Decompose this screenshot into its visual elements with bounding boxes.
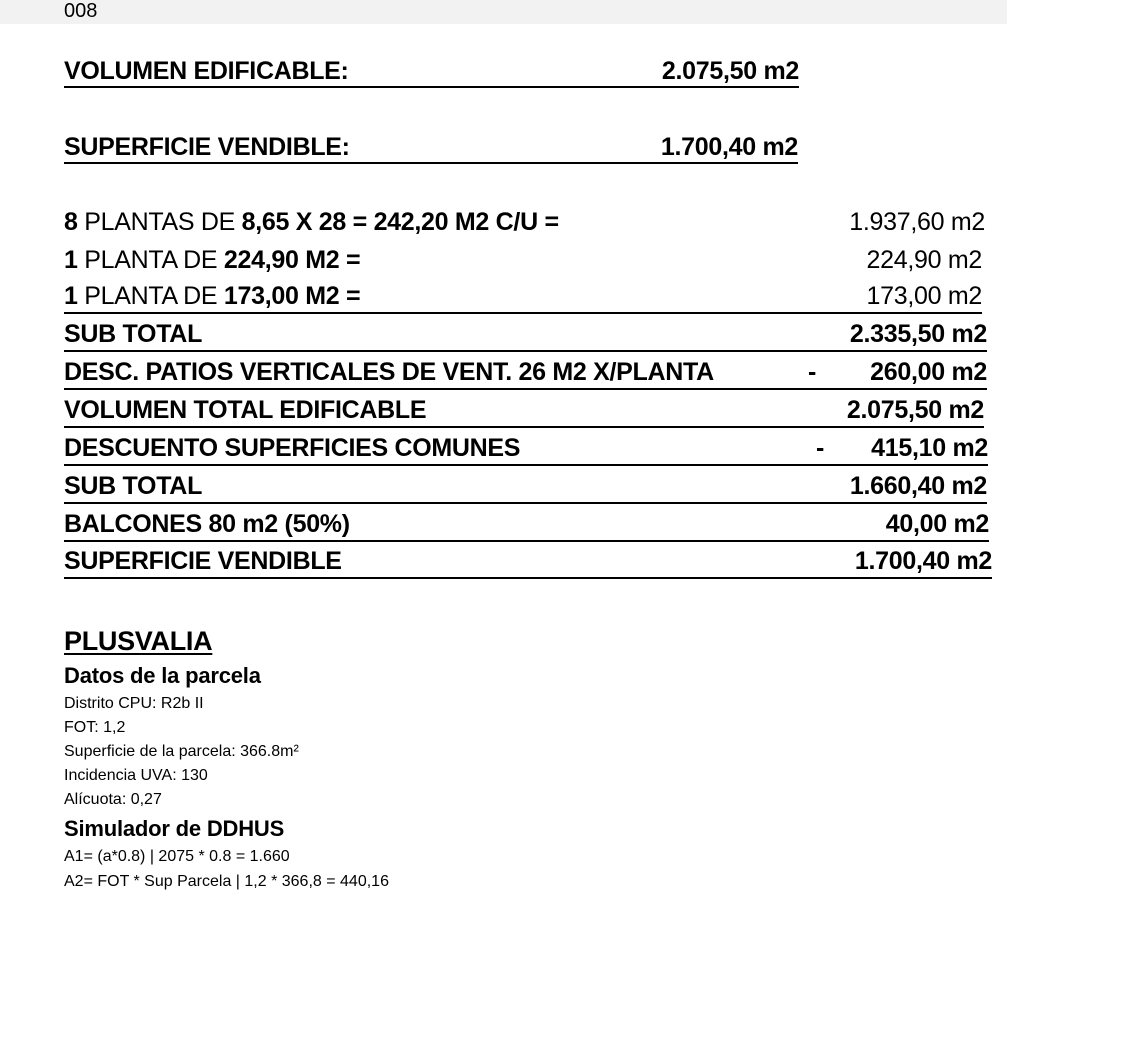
- summary-superficie-vendible: [64, 132, 798, 164]
- summary-volumen-edificable: [64, 56, 799, 88]
- parcela-heading: Datos de la parcela: [64, 663, 261, 688]
- total-value: 1.660,40 m2: [849, 472, 987, 500]
- total-row-subtotal: [64, 318, 987, 352]
- total-label: SUB TOTAL: [64, 320, 203, 348]
- minus-sign: -: [816, 434, 825, 462]
- minus-sign: -: [808, 358, 817, 386]
- summary-label: SUPERFICIE VENDIBLE:: [64, 133, 350, 161]
- summary-value: 2.075,50 m2: [661, 57, 799, 85]
- simulador-heading: Simulador de DDHUS: [64, 816, 285, 841]
- simulador-a1: A1= (a*0.8) | 2075 * 0.8 = 1.660: [64, 848, 290, 865]
- planta-value: 1.937,60 m2: [849, 208, 985, 236]
- total-value: 1.700,40 m2: [854, 547, 992, 575]
- simulador-a2: A2= FOT * Sup Parcela | 1,2 * 366,8 = 440,16: [64, 873, 389, 890]
- total-value: 415,10 m2: [871, 434, 988, 462]
- total-value: 2.075,50 m2: [846, 396, 984, 424]
- total-label: SUB TOTAL: [64, 472, 203, 500]
- planta-label: 1 PLANTA DE 224,90 M2 =: [64, 246, 361, 274]
- planta-row: [64, 244, 982, 276]
- total-value: 2.335,50 m2: [849, 320, 987, 348]
- summary-label: VOLUMEN EDIFICABLE:: [64, 57, 349, 85]
- total-value: 260,00 m2: [870, 358, 987, 386]
- parcela-superficie: Superficie de la parcela: 366.8m²: [64, 743, 299, 760]
- page-number: 008: [64, 0, 98, 22]
- total-row-desc-patios: [64, 356, 987, 390]
- total-label: VOLUMEN TOTAL EDIFICABLE: [64, 396, 427, 424]
- plusvalia-heading: PLUSVALIA: [64, 626, 213, 656]
- planta-row: [64, 280, 982, 314]
- total-label: DESCUENTO SUPERFICIES COMUNES: [64, 434, 521, 462]
- total-value: 40,00 m2: [885, 510, 989, 538]
- total-row-balcones: [64, 508, 989, 542]
- parcela-fot: FOT: 1,2: [64, 719, 126, 736]
- planta-row: [64, 206, 985, 238]
- planta-label: 1 PLANTA DE 173,00 M2 =: [64, 282, 361, 310]
- parcela-incidencia: Incidencia UVA: 130: [64, 767, 208, 784]
- planta-value: 173,00 m2: [866, 282, 982, 310]
- page-header-bar: [0, 0, 1007, 24]
- planta-label: 8 PLANTAS DE 8,65 X 28 = 242,20 M2 C/U =: [64, 208, 559, 236]
- total-label: DESC. PATIOS VERTICALES DE VENT. 26 M2 X/PLANTA: [64, 358, 714, 386]
- summary-value: 1.700,40 m2: [660, 133, 798, 161]
- parcela-distrito: Distrito CPU: R2b II: [64, 695, 204, 712]
- planta-value: 224,90 m2: [866, 246, 982, 274]
- total-row-superficie-vendible: [64, 545, 992, 579]
- total-row-desc-comunes: [64, 432, 988, 466]
- total-row-subtotal-2: [64, 470, 987, 504]
- total-label: SUPERFICIE VENDIBLE: [64, 547, 342, 575]
- parcela-alicuota: Alícuota: 0,27: [64, 791, 162, 808]
- total-label: BALCONES 80 m2 (50%): [64, 510, 350, 538]
- total-row-volumen-total: [64, 394, 984, 428]
